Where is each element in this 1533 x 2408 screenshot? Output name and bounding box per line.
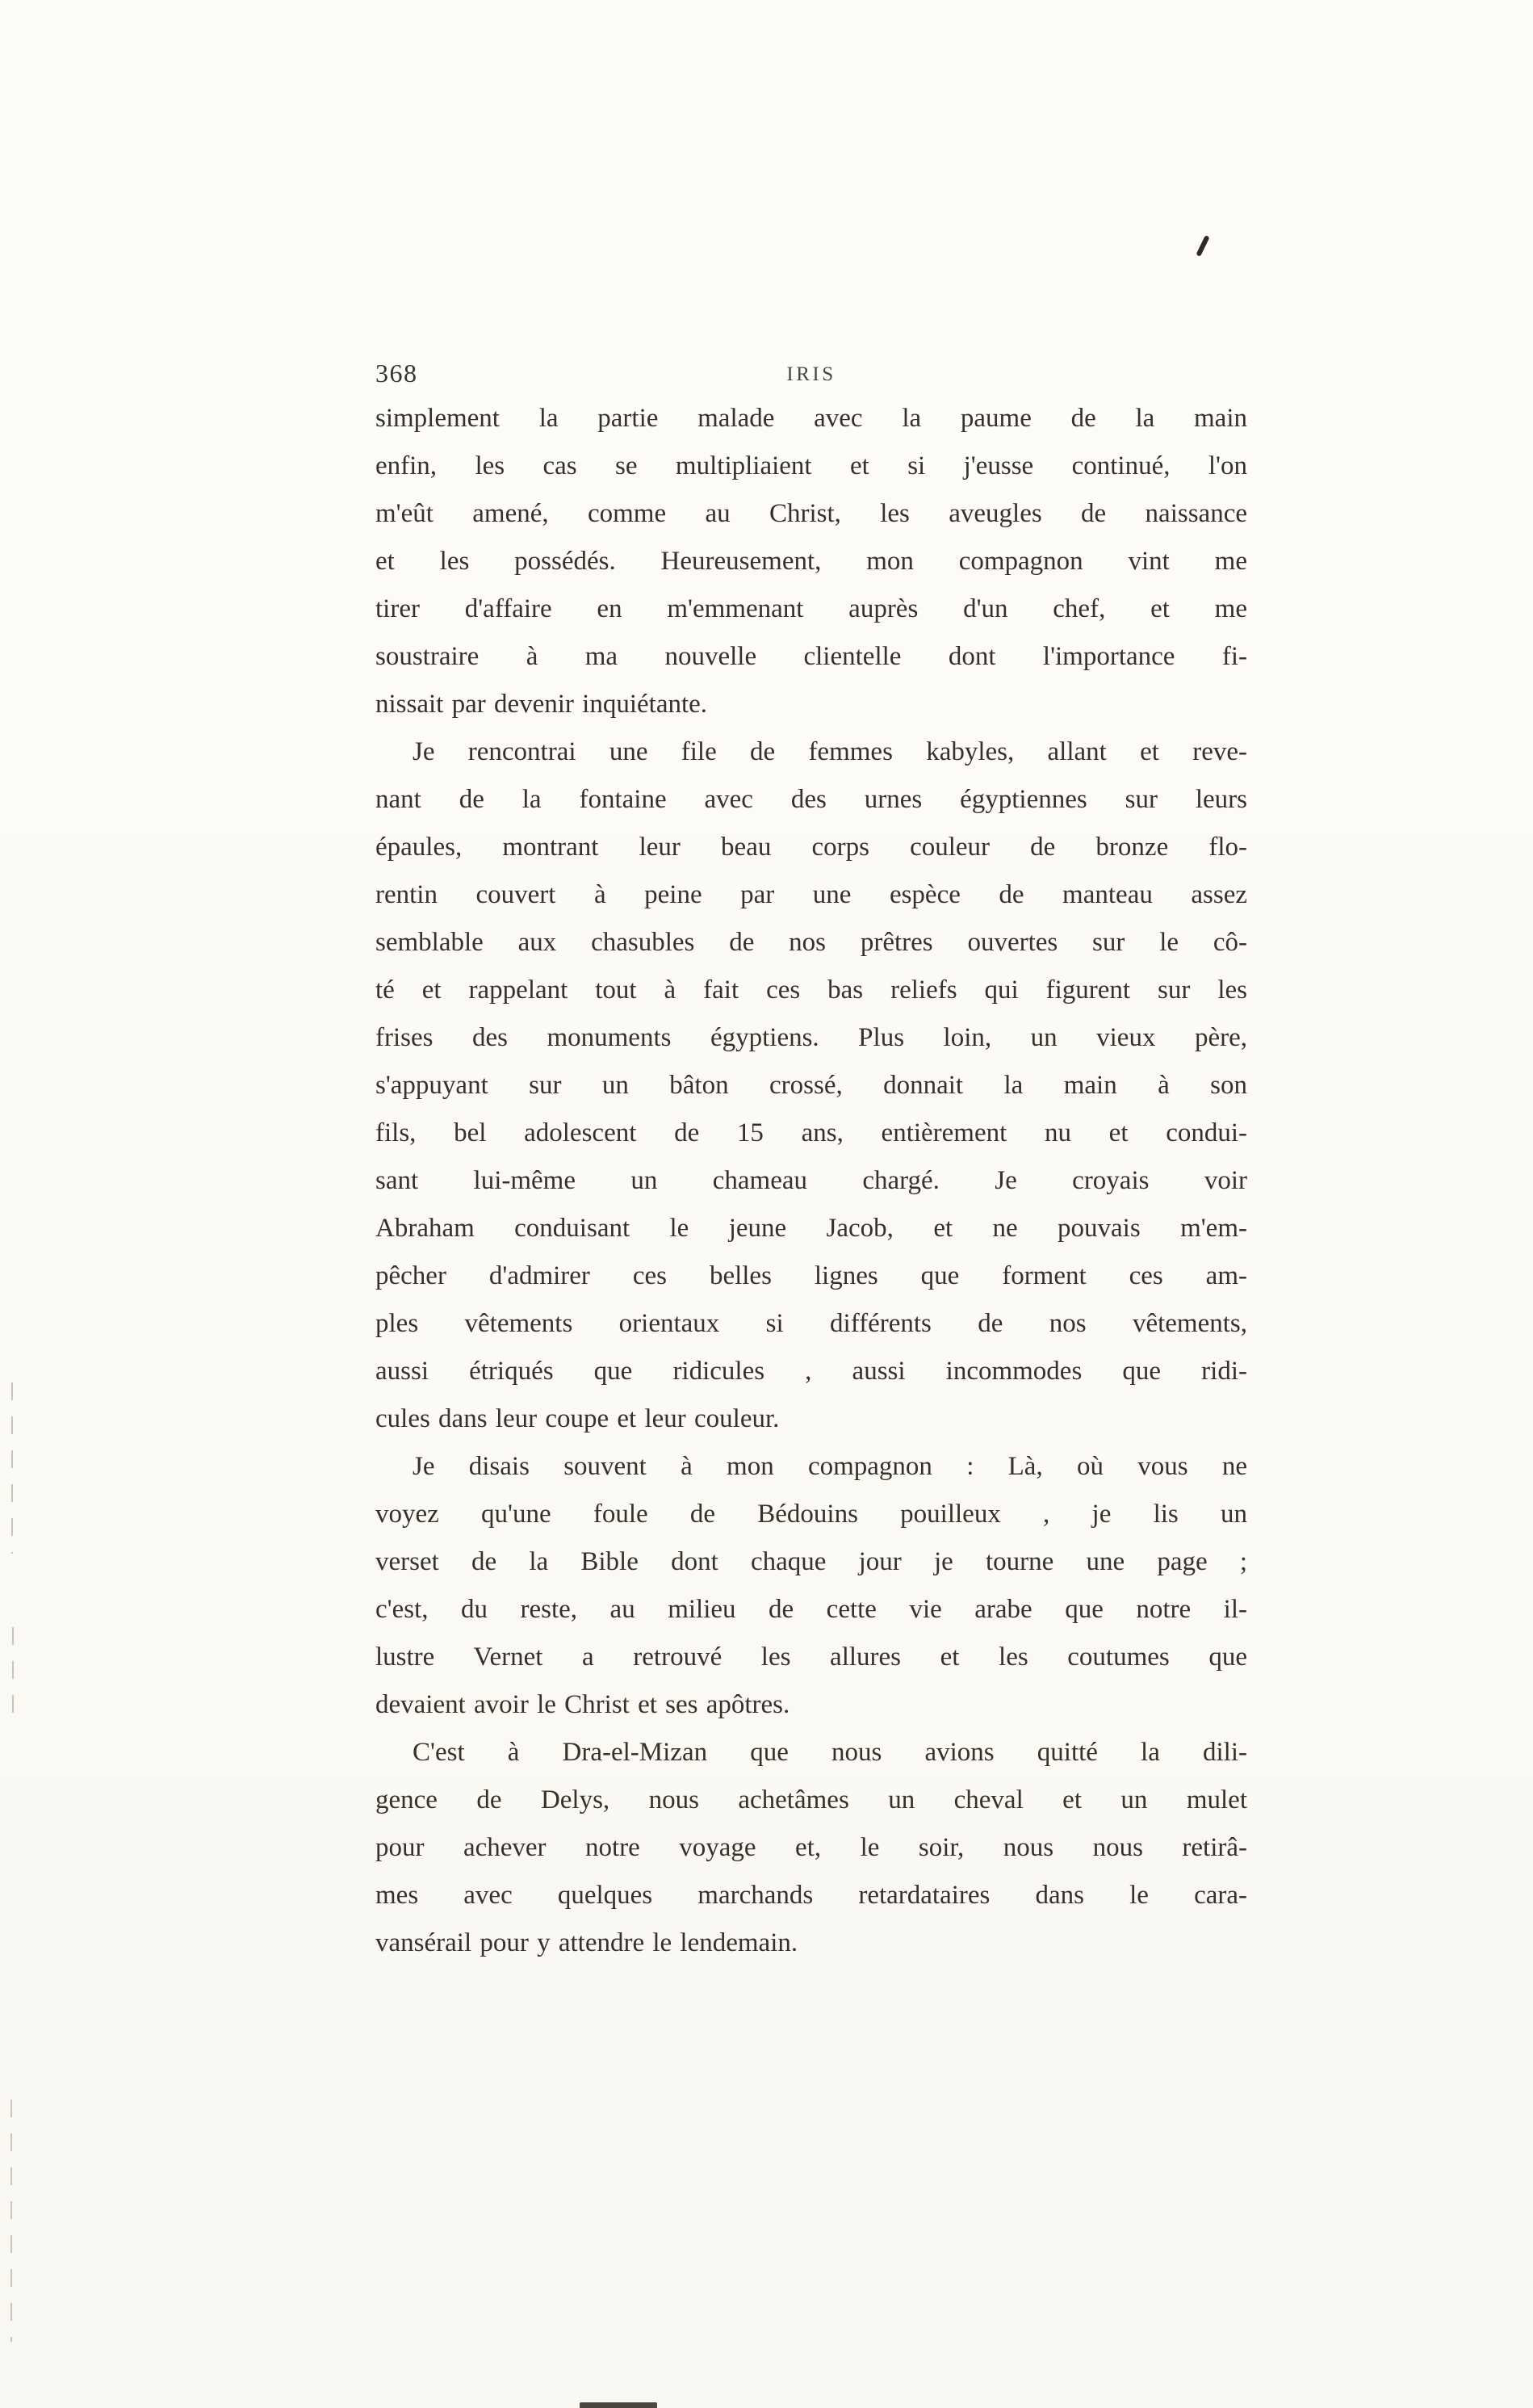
text-line: semblable aux chasubles de nos prêtres ouvertes sur le cô-	[375, 928, 1247, 957]
text-line: m'eût amené, comme au Christ, les aveugles de naissance	[375, 499, 1247, 528]
text-line: pour achever notre voyage et, le soir, nous nous retirâ-	[375, 1833, 1247, 1862]
scan-artifact	[11, 1382, 13, 1554]
text-line: vansérail pour y attendre le lendemain.	[375, 1928, 798, 1957]
text-line: devaient avoir le Christ et ses apôtres.	[375, 1690, 790, 1719]
text-line: soustraire à ma nouvelle clientelle dont l'importance fi-	[375, 642, 1247, 671]
text-line: simplement la partie malade avec la paume de la main	[375, 404, 1247, 433]
text-line: et les possédés. Heureusement, mon compagnon vint me	[375, 547, 1247, 576]
text-line: rentin couvert à peine par une espèce de manteau assez	[375, 880, 1247, 909]
paragraph	[375, 395, 1247, 728]
page-number: 368	[375, 359, 418, 388]
text-line: ples vêtements orientaux si différents de nos vêtements,	[375, 1309, 1247, 1338]
text-line: mes avec quelques marchands retardataires dans le cara-	[375, 1881, 1247, 1910]
text-line: s'appuyant sur un bâton crossé, donnait la main à son	[375, 1071, 1247, 1100]
text-line: fils, bel adolescent de 15 ans, entièrement nu et condui-	[375, 1118, 1247, 1147]
page-header	[375, 359, 1247, 394]
text-line: pêcher d'admirer ces belles lignes que forment ces am-	[375, 1261, 1247, 1290]
text-line: voyez qu'une foule de Bédouins pouilleux , je lis un	[375, 1500, 1247, 1529]
text-line: nant de la fontaine avec des urnes égyptiennes sur leurs	[375, 785, 1247, 814]
text-line: lustre Vernet a retrouvé les allures et les coutumes que	[375, 1642, 1247, 1672]
text-line: Je disais souvent à mon compagnon : Là, où vous ne	[413, 1452, 1247, 1481]
text-line: aussi étriqués que ridicules , aussi incommodes que ridi-	[375, 1357, 1247, 1386]
paragraph	[375, 1729, 1247, 1967]
text-line: c'est, du reste, au milieu de cette vie arabe que notre il-	[375, 1595, 1247, 1624]
scan-artifact	[12, 1627, 14, 1718]
text-line: gence de Delys, nous achetâmes un cheval et un mulet	[375, 1785, 1247, 1814]
ink-mark-icon	[1196, 235, 1209, 257]
text-line: C'est à Dra-el-Mizan que nous avions quitté la dili-	[413, 1738, 1247, 1767]
text-line: cules dans leur coupe et leur couleur.	[375, 1404, 780, 1433]
text-line: tirer d'affaire en m'emmenant auprès d'un chef, et me	[375, 594, 1247, 623]
text-line: verset de la Bible dont chaque jour je tourne une page ;	[375, 1547, 1247, 1576]
text-line: épaules, montrant leur beau corps couleur de bronze flo-	[375, 833, 1247, 862]
text-line: enfin, les cas se multipliaient et si j'eusse continué, l'on	[375, 451, 1247, 480]
scan-edge-mark	[580, 2402, 657, 2408]
text-block	[375, 395, 1247, 1967]
text-line: nissait par devenir inquiétante.	[375, 690, 708, 719]
text-line: Abraham conduisant le jeune Jacob, et ne pouvais m'em-	[375, 1214, 1247, 1243]
paragraph	[375, 1443, 1247, 1729]
text-line: frises des monuments égyptiens. Plus loin, un vieux père,	[375, 1023, 1247, 1052]
paragraph	[375, 728, 1247, 1443]
running-title: IRIS	[786, 363, 836, 385]
text-line: Je rencontrai une file de femmes kabyles, allant et reve-	[413, 737, 1247, 766]
scan-artifact	[10, 2100, 12, 2342]
text-line: té et rappelant tout à fait ces bas reliefs qui figurent sur les	[375, 975, 1247, 1005]
text-line: sant lui-même un chameau chargé. Je croyais voir	[375, 1166, 1247, 1195]
